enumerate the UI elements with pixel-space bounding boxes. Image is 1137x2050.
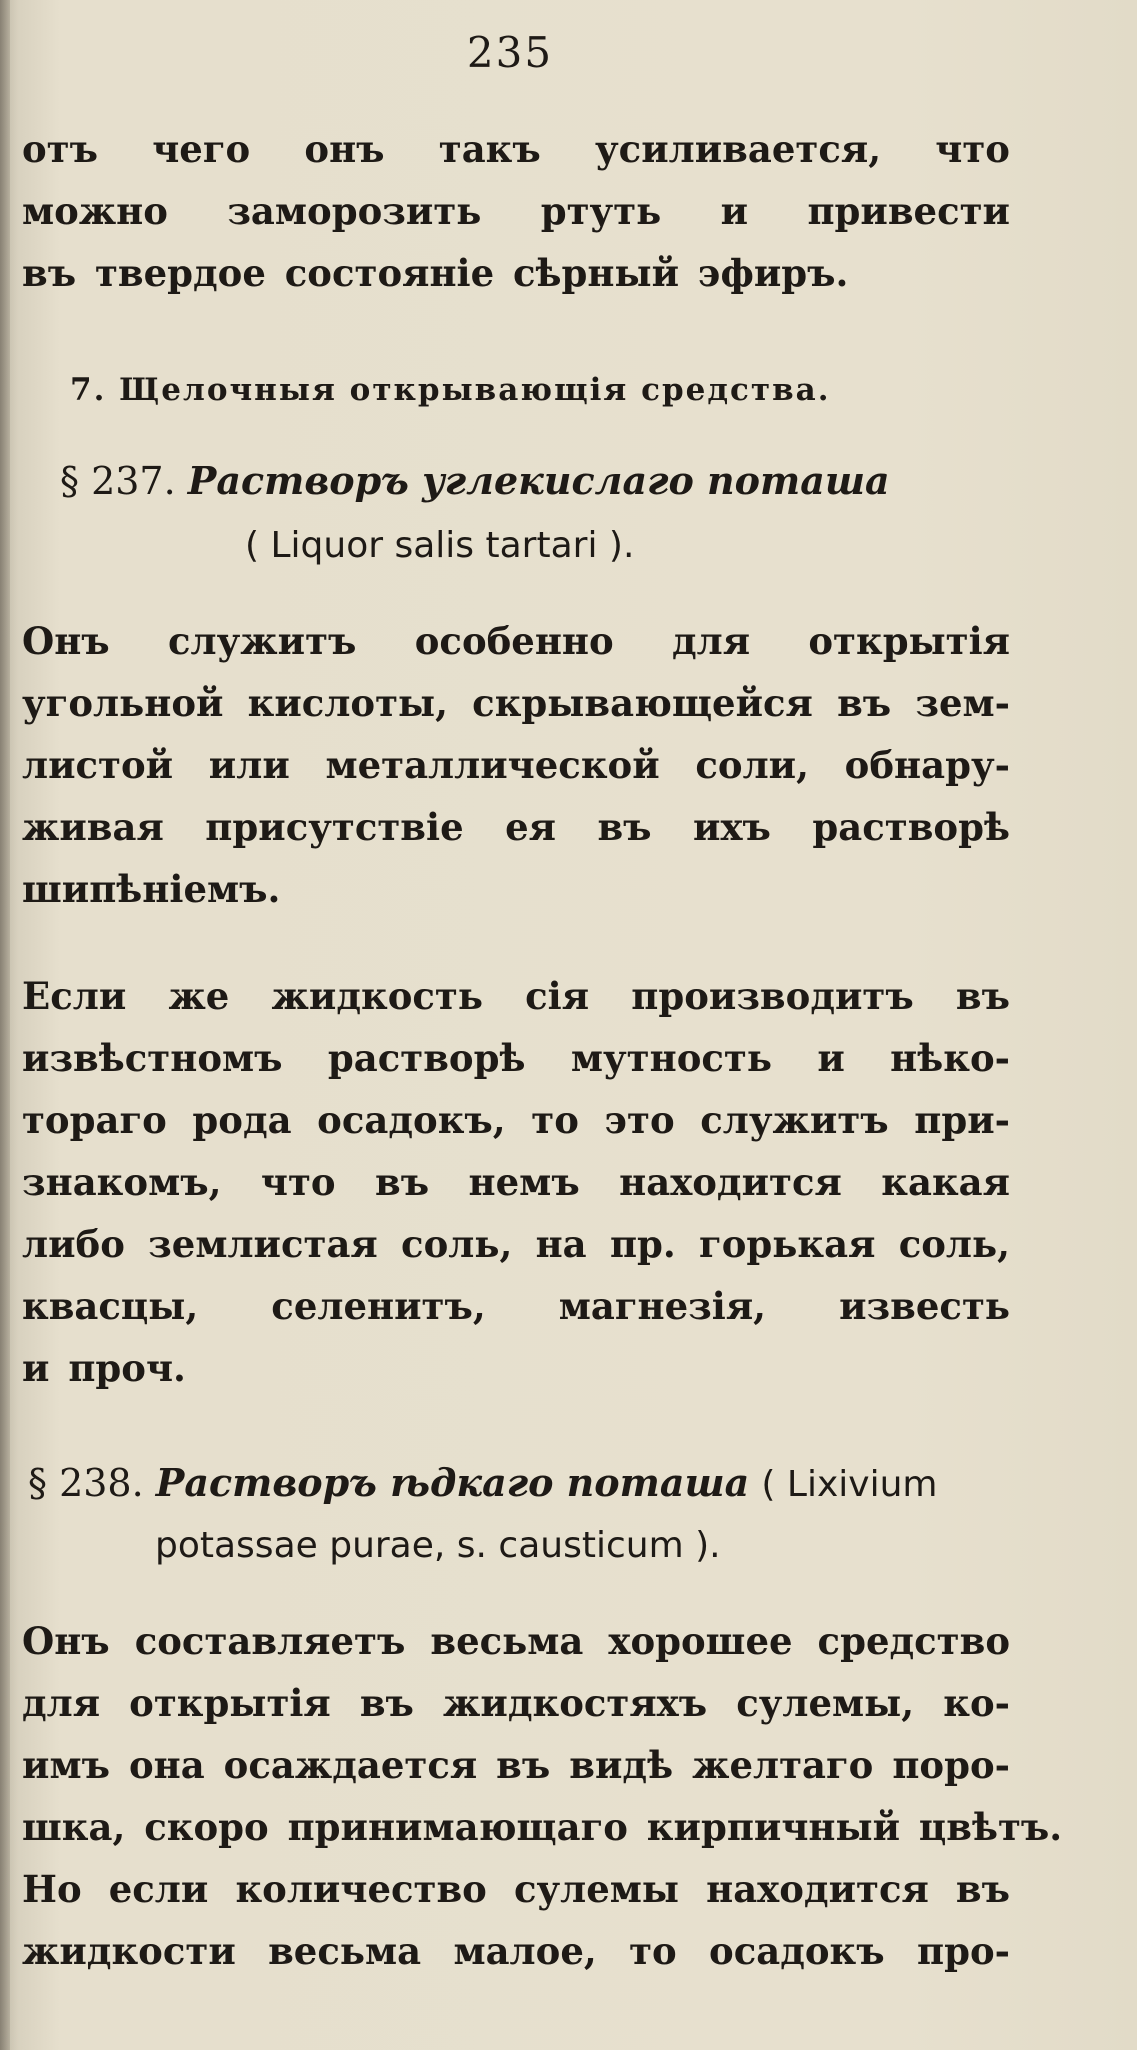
text-line: Но если количество сулемы находится въ: [22, 1867, 1010, 1911]
text-line: живая присутствіе ея въ ихъ растворѣ: [22, 805, 1010, 849]
text-line: либо землистая соль, на пр. горькая соль,: [22, 1222, 1010, 1266]
text-line: можно заморозить ртуть и привести: [22, 189, 1010, 233]
paragraph: [22, 1610, 1063, 1982]
text-line: знакомъ, что въ немъ находится какая: [22, 1160, 1010, 1204]
section-title-237: [60, 458, 890, 503]
text-line: Онъ служитъ особенно для открытія: [22, 619, 1010, 663]
binding-gutter: [0, 0, 10, 2050]
text-line: для открытія въ жидкостяхъ сулемы, ко-: [22, 1681, 1010, 1725]
text-line: тораго рода осадокъ, то это служитъ при-: [22, 1098, 1010, 1142]
section-number: § 237.: [60, 459, 176, 503]
text-line: листой или металлической соли, обнару-: [22, 743, 1010, 787]
section-name: Растворъ углекислаго поташа: [187, 458, 890, 503]
text-line: квасцы, селенитъ, магнезія, известь: [22, 1284, 1010, 1328]
page-number: 235: [466, 28, 554, 77]
text-line: жидкости весьма малое, то осадокъ про-: [22, 1929, 1010, 1973]
latin-name: ( Liquor salis tartari ).: [245, 525, 635, 566]
text-line: шипѣніемъ.: [22, 867, 281, 911]
latin-name: ( Lixivium: [761, 1464, 938, 1505]
section-name: Растворъ ѣдкаго поташа: [155, 1460, 750, 1505]
text-line: Если же жидкость сія производитъ въ: [22, 974, 1010, 1018]
paragraph: [22, 610, 1010, 920]
intro-paragraph: [22, 118, 1010, 304]
paragraph: [22, 965, 1010, 1399]
latin-name-continued: potassae purae, s. causticum ).: [155, 1525, 721, 1566]
text-line: и проч.: [22, 1346, 186, 1390]
text-line: извѣстномъ растворѣ мутность и нѣко-: [22, 1036, 1010, 1080]
text-line: отъ чего онъ такъ усиливается, что: [22, 127, 1010, 171]
section-title-238: [28, 1460, 937, 1505]
section-heading: 7. Щелочныя открывающія средства.: [70, 372, 831, 408]
text-line: Онъ составляетъ весьма хорошее средство: [22, 1619, 1010, 1663]
text-line: шка, скоро принимающаго кирпичный цвѣтъ.: [22, 1805, 1063, 1849]
text-line: въ твердое состояніе сѣрный эфиръ.: [22, 251, 849, 295]
text-line: угольной кислоты, скрывающейся въ зем-: [22, 681, 1010, 725]
section-number: § 238.: [28, 1461, 144, 1505]
text-line: имъ она осаждается въ видѣ желтаго поро-: [22, 1743, 1010, 1787]
